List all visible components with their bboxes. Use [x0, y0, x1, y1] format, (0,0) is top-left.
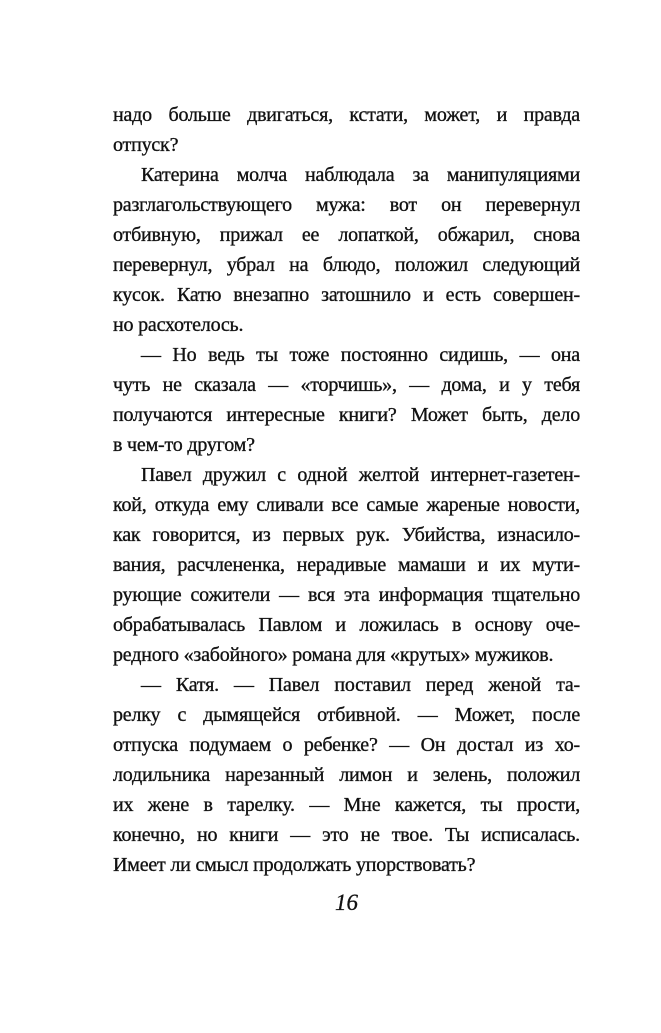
text-block	[113, 100, 580, 880]
text-line: отпуск?	[113, 134, 179, 156]
text-line: отбивную, прижал ее лопаткой, обжарил, снова	[113, 224, 580, 246]
text-line: — Но ведь ты тоже постоянно сидишь, — она	[141, 344, 580, 366]
paragraph	[113, 100, 580, 160]
text-line: вания, расчлененка, нерадивые мамаши и их мути-	[113, 554, 580, 576]
text-line: рующие сожители — вся эта информация тщательно	[113, 584, 580, 606]
paragraph	[113, 340, 580, 460]
text-line: отпуска подумаем о ребенке? — Он достал из хо-	[113, 734, 580, 756]
text-line: лодильника нарезанный лимон и зелень, положил	[113, 764, 580, 786]
text-line: конечно, но книги — это не твое. Ты исписалась.	[113, 824, 580, 846]
text-line: Катерина молча наблюдала за манипуляциями	[141, 164, 580, 186]
text-line: Павел дружил с одной желтой интернет-газетен-	[141, 464, 580, 486]
text-line: кусок. Катю внезапно затошнило и есть совершен-	[113, 284, 580, 306]
text-line: чуть не сказала — «торчишь», — дома, и у тебя	[113, 374, 580, 396]
paragraph	[113, 670, 580, 880]
text-line: релку с дымящейся отбивной. — Может, после	[113, 704, 580, 726]
text-line: получаются интересные книги? Может быть, дело	[113, 404, 580, 426]
page-number: 16	[335, 890, 358, 915]
text-line: как говорится, из первых рук. Убийства, изнасило-	[113, 524, 580, 546]
text-line: Имеет ли смысл продолжать упорствовать?	[113, 854, 476, 876]
paragraph	[113, 460, 580, 670]
text-line: кой, откуда ему сливали все самые жареные новости,	[113, 494, 580, 516]
text-line: обрабатывалась Павлом и ложилась в основу оче-	[113, 614, 580, 636]
text-line: их жене в тарелку. — Мне кажется, ты прости,	[113, 794, 580, 816]
text-line: редного «забойного» романа для «крутых» мужиков.	[113, 644, 554, 666]
text-line: перевернул, убрал на блюдо, положил следующий	[113, 254, 580, 276]
paragraph	[113, 160, 580, 340]
text-line: в чем-то другом?	[113, 434, 255, 456]
text-line: — Катя. — Павел поставил перед женой та-	[141, 674, 580, 696]
text-line: разглагольствующего мужа: вот он перевернул	[113, 194, 580, 216]
text-line: но расхотелось.	[113, 314, 244, 336]
text-line: надо больше двигаться, кстати, может, и правда	[113, 104, 580, 126]
